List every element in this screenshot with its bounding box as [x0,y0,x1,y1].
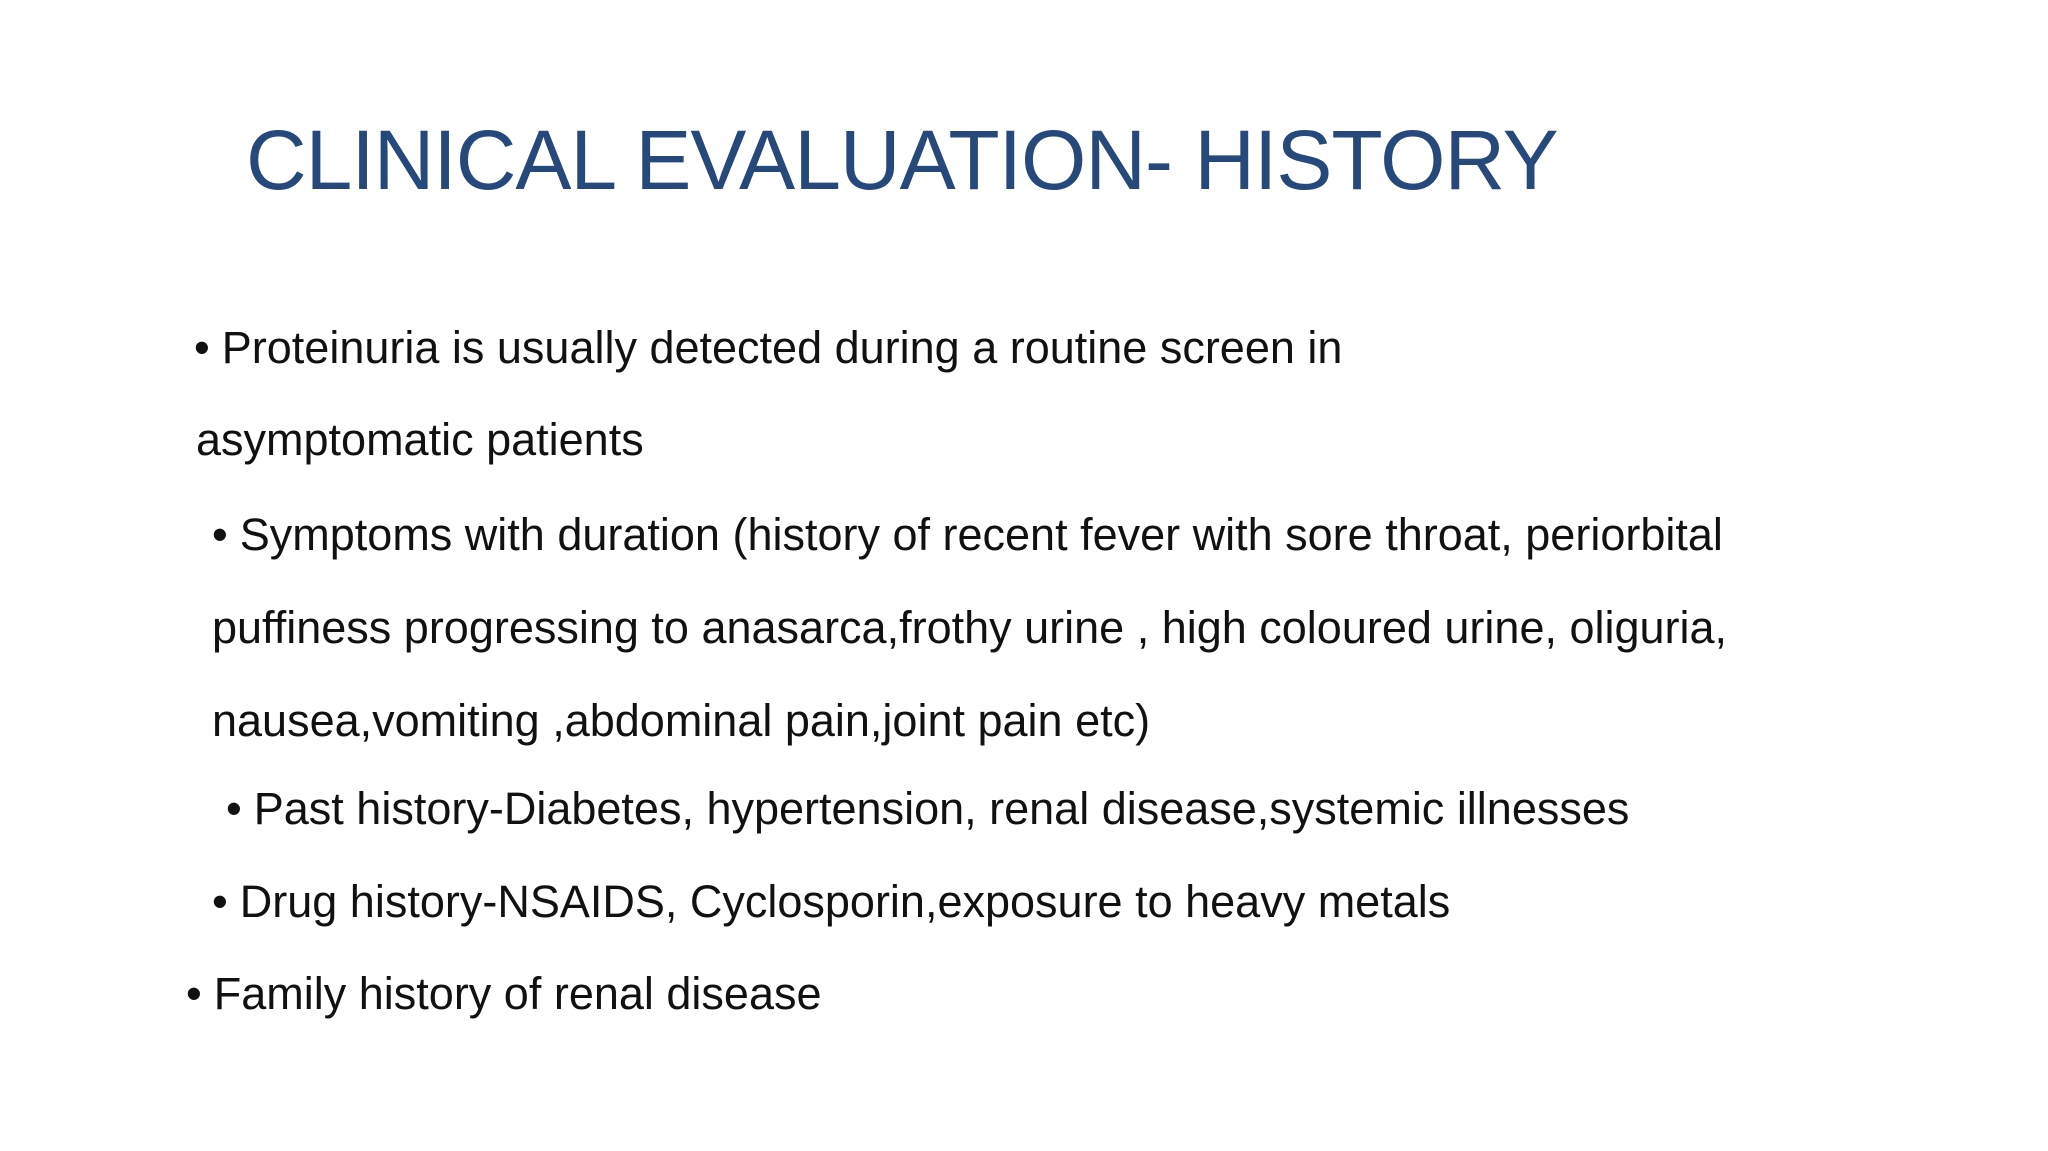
bullet-item-drug-history [212,872,1450,932]
bullet-continuation-line: nausea,vomiting ,abdominal pain,joint pain etc) [212,695,1151,746]
bullet-marker: • [194,322,210,373]
slide-title: CLINICAL EVALUATION- HISTORY [246,113,1558,207]
bullet-text-line: Symptoms with duration (history of recent fever with sore throat, periorbital [239,509,1723,560]
bullet-text-line: Family history of renal disease [213,968,822,1019]
bullet-text-line: Proteinuria is usually detected during a routine screen in [221,322,1343,373]
bullet-text-line: Past history-Diabetes, hypertension, renal disease,systemic illnesses [253,783,1630,834]
bullet-item-proteinuria [194,318,1342,378]
bullet-text-line: Drug history-NSAIDS, Cyclosporin,exposure to heavy metals [239,876,1451,927]
bullet-item-symptoms [212,505,1723,565]
bullet-marker: • [212,876,228,927]
bullet-item-past-history [226,779,1629,839]
bullet-marker: • [186,968,202,1019]
bullet-continuation-line: puffiness progressing to anasarca,frothy urine , high coloured urine, oliguria, [212,602,1728,653]
bullet-item-family-history [186,964,822,1024]
bullet-marker: • [226,783,242,834]
bullet-continuation-line: asymptomatic patients [196,414,644,465]
bullet-marker: • [212,509,228,560]
